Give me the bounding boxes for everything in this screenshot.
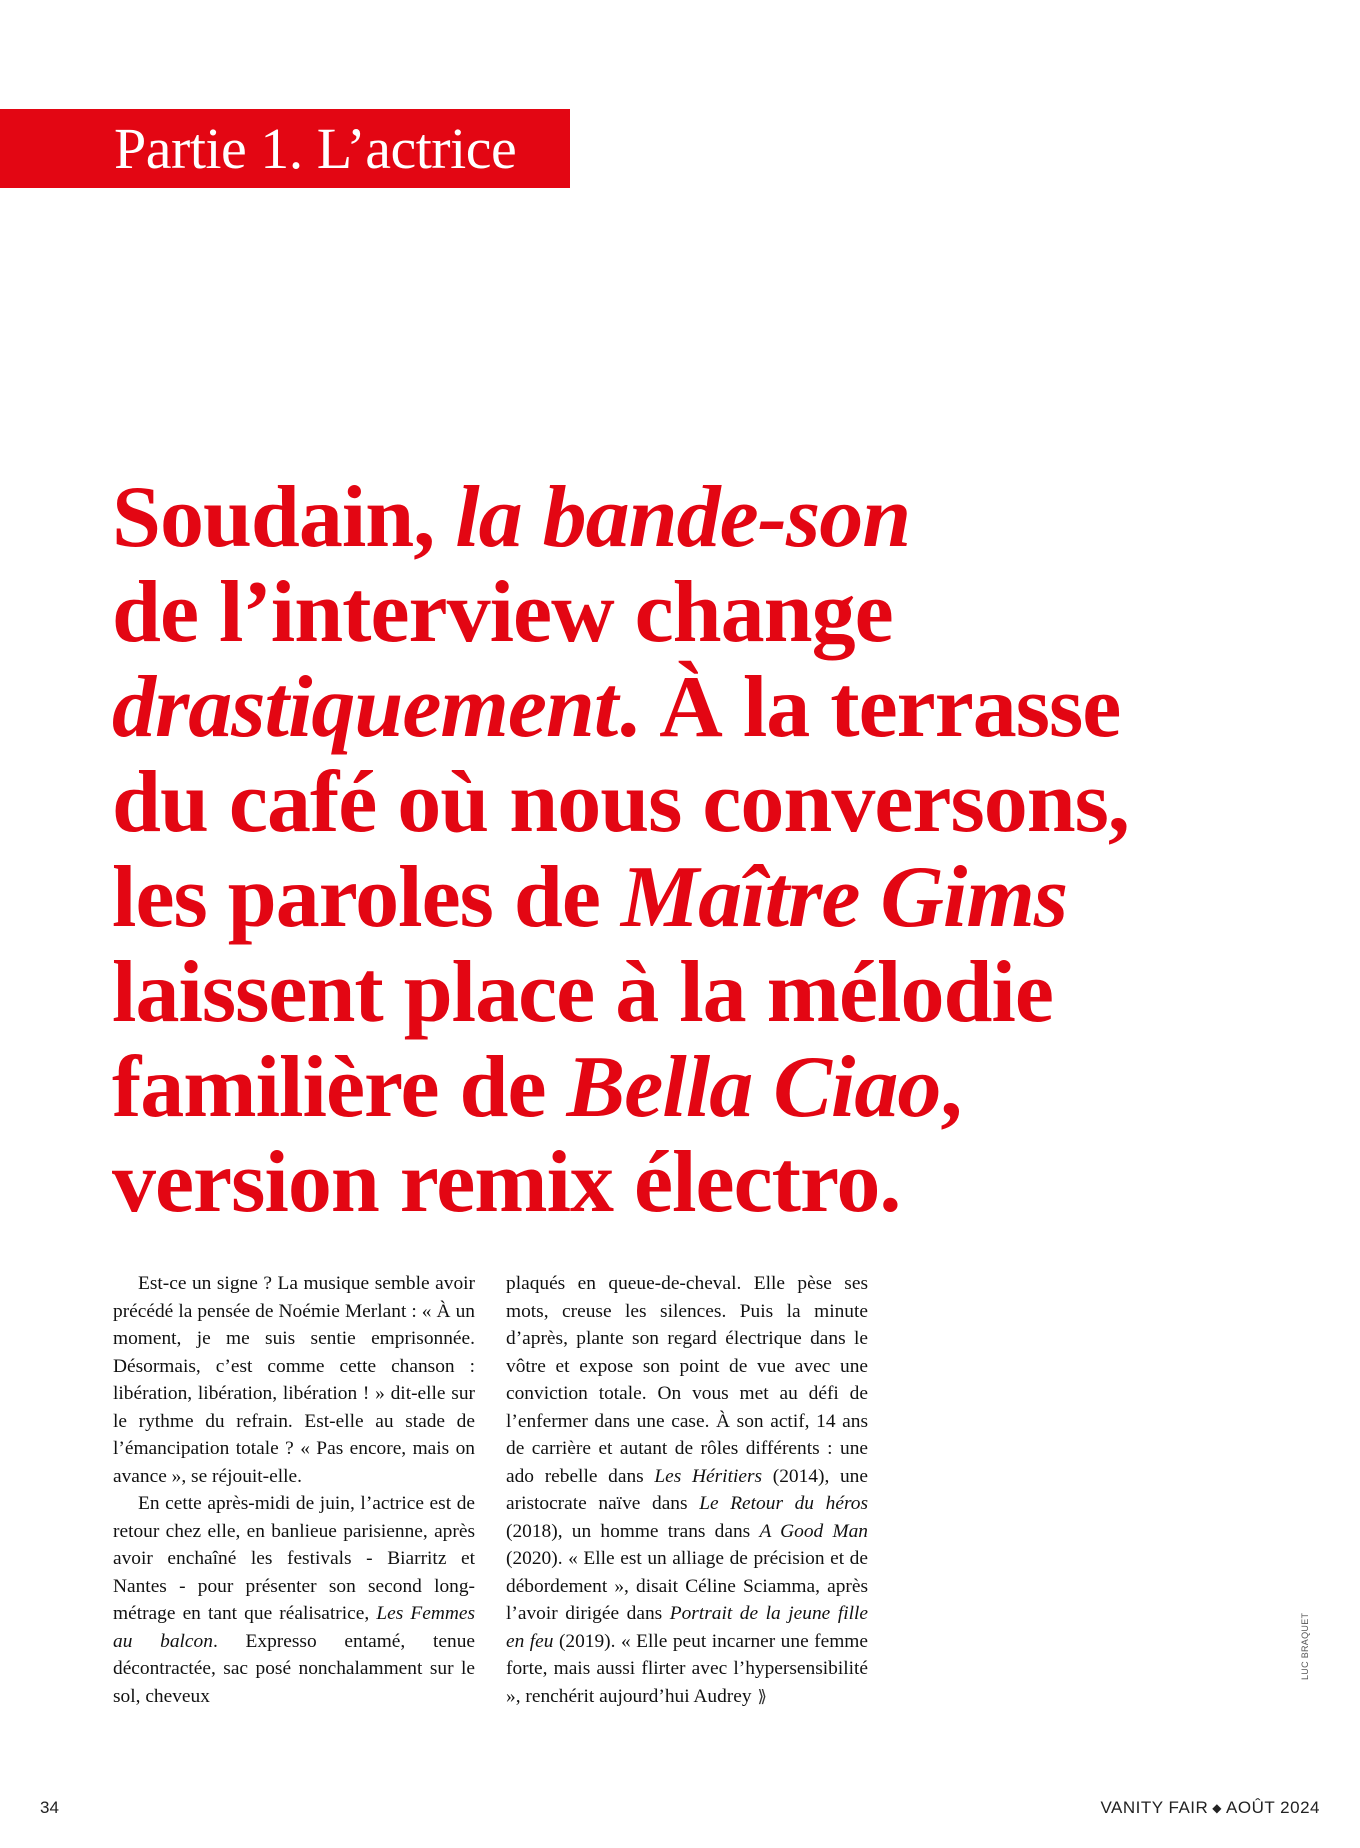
- pull-quote-line-6: laissent place à la mélodie: [112, 944, 1053, 1041]
- diamond-icon: ◆: [1212, 1801, 1223, 1815]
- body-column-right: [506, 1270, 868, 1711]
- emphasis-maitre-gims: Maître Gims: [620, 849, 1068, 946]
- magazine-name: VANITY FAIR: [1100, 1798, 1209, 1817]
- pull-quote-line-7: familière de Bella Ciao,: [112, 1039, 962, 1136]
- photo-credit: LUC BRAQUET: [1300, 1612, 1310, 1680]
- pull-quote-line-2: de l’interview change: [112, 564, 893, 661]
- film-title: Les Femmes au balcon: [113, 1603, 475, 1652]
- film-title: Les Héritiers: [654, 1465, 763, 1487]
- pull-quote-line-4: du café où nous conversons,: [112, 754, 1129, 851]
- pull-quote-line-1: Soudain, la bande-son: [112, 469, 911, 566]
- pull-quote-line-8: version remix électro.: [112, 1134, 901, 1231]
- film-title: Le Retour du héros: [699, 1493, 869, 1514]
- body-paragraph-2: En cette après-midi de juin, l’actrice est de retour chez elle, en banlieue parisienne, après avoir enchaîné les festivals - Biarritz et Nantes - pour présenter son second long-métrage en tant que réalisatrice, Les Femmes au balcon. Expresso entamé, tenue décontractée, sac posé nonchalamment sur le sol, cheveux: [113, 1493, 475, 1707]
- body-paragraph-1: Est-ce un signe ? La musique semble avoir précédé la pensée de Noémie Merlant : « À un moment, je me suis sentie emprisonnée. Désormais, c’est comme cette chanson : libération, libération, libération ! » dit-elle sur le rythme du refrain. Est-elle au stade de l’émancipation totale ? « Pas encore, mais on avance », se réjouit-elle.: [113, 1273, 475, 1487]
- emphasis-drastiquement: drastiquement: [112, 659, 618, 756]
- continued-arrow-icon: ⟫: [757, 1686, 768, 1707]
- emphasis-bella-ciao: Bella Ciao: [566, 1039, 941, 1136]
- pull-quote-line-5: les paroles de Maître Gims: [112, 849, 1068, 946]
- issue-date: AOÛT 2024: [1226, 1798, 1320, 1817]
- pull-quote: [112, 470, 1292, 1230]
- section-banner: [0, 109, 570, 188]
- film-title: Portrait de la jeune fille en feu: [506, 1603, 869, 1652]
- page-number: 34: [40, 1798, 59, 1817]
- emphasis-bande-son: la bande-son: [455, 469, 911, 566]
- magazine-footer: [1100, 1798, 1320, 1818]
- pull-quote-line-3: drastiquement. À la terrasse: [112, 659, 1121, 756]
- film-title: A Good Man: [759, 1520, 869, 1542]
- section-label: Partie 1. L’actrice: [114, 116, 517, 181]
- body-column-left: [113, 1270, 475, 1710]
- body-paragraph-3: plaqués en queue-de-cheval. Elle pèse ses mots, creuse les silences. Puis la minute d’après, plante son regard électrique dans le vôtre et expose son point de vue avec une conviction totale. On vous met au défi de l’enfermer dans une case. À son actif, 14 ans de carrière et autant de rôles différents : une ado rebelle dans Les Héritiers (2014), une aristocrate naïve dans Le Retour du héros (2018), un homme trans dans A Good Man (2020). « Elle est un alliage de précision et de débordement », disait Céline Sciamma, après l’avoir dirigée dans Portrait de la jeune fille en feu (2019). « Elle peut incarner une femme forte, mais aussi flirter avec l’hypersensibilité », renchérit aujourd’hui Audrey ⟫: [506, 1270, 868, 1711]
